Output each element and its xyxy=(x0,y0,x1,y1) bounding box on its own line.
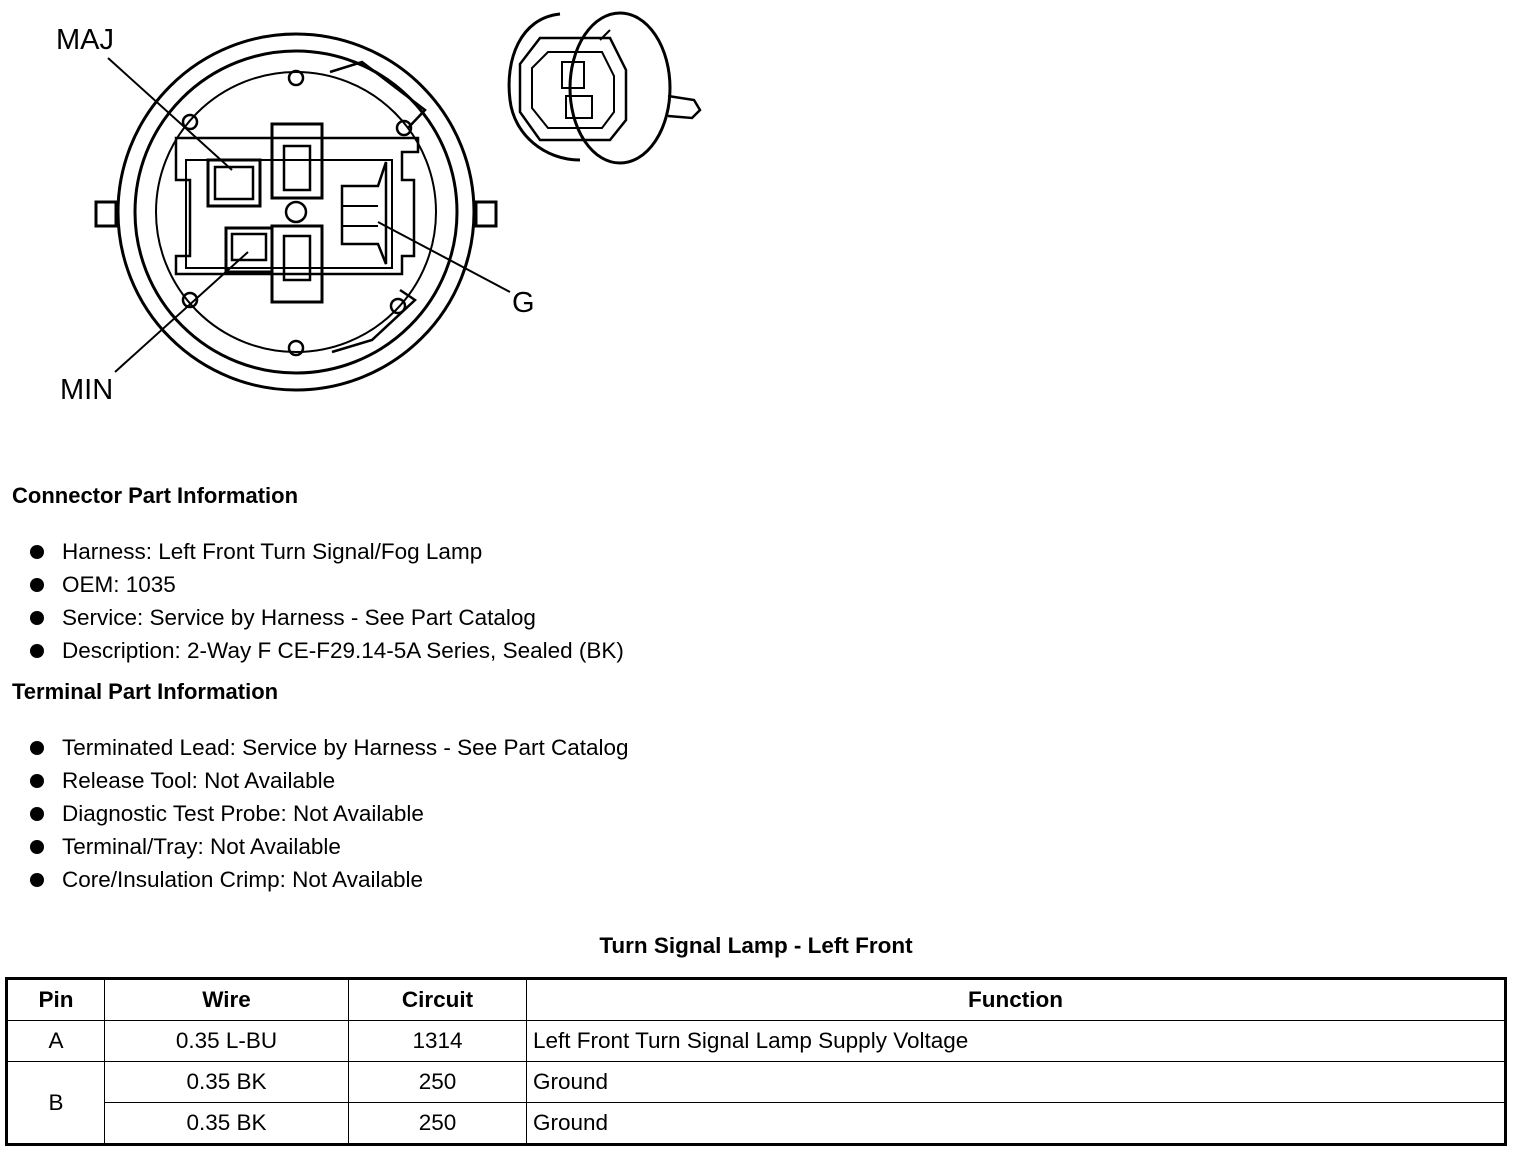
bullet-icon xyxy=(30,611,44,625)
bullet-icon xyxy=(30,807,44,821)
pin-table xyxy=(5,977,1507,1146)
terminal-info-list xyxy=(28,731,629,896)
table-header-row xyxy=(7,979,1506,1021)
cell-circuit: 250 xyxy=(349,1062,527,1103)
table-row xyxy=(7,1062,1506,1103)
list-item: Terminated Lead: Service by Harness - See Part Catalog xyxy=(28,731,629,764)
list-item: Terminal/Tray: Not Available xyxy=(28,830,629,863)
cell-function: Left Front Turn Signal Lamp Supply Voltage xyxy=(527,1021,1506,1062)
pin-table-title: Turn Signal Lamp - Left Front xyxy=(599,933,913,958)
bullet-icon xyxy=(30,840,44,854)
header-pin: Pin xyxy=(7,979,105,1021)
header-function: Function xyxy=(527,979,1506,1021)
cell-wire: 0.35 L-BU xyxy=(105,1021,349,1062)
bullet-icon xyxy=(30,873,44,887)
callout-g: G xyxy=(512,287,535,319)
list-item: Harness: Left Front Turn Signal/Fog Lamp xyxy=(28,535,624,568)
header-wire: Wire xyxy=(105,979,349,1021)
cell-function: Ground xyxy=(527,1103,1506,1145)
cell-wire: 0.35 BK xyxy=(105,1103,349,1145)
table-row xyxy=(7,1021,1506,1062)
list-item: Diagnostic Test Probe: Not Available xyxy=(28,797,629,830)
list-item: Core/Insulation Crimp: Not Available xyxy=(28,863,629,896)
list-item: OEM: 1035 xyxy=(28,568,624,601)
bullet-icon xyxy=(30,644,44,658)
cell-function: Ground xyxy=(527,1062,1506,1103)
cell-pin: B xyxy=(7,1062,105,1145)
cell-circuit: 1314 xyxy=(349,1021,527,1062)
list-item: Service: Service by Harness - See Part Catalog xyxy=(28,601,624,634)
table-row xyxy=(7,1103,1506,1145)
connector-info-title: Connector Part Information xyxy=(12,483,299,508)
cell-pin: A xyxy=(7,1021,105,1062)
terminal-info-title: Terminal Part Information xyxy=(12,679,279,704)
list-item: Description: 2-Way F CE-F29.14-5A Series, Sealed (BK) xyxy=(28,634,624,667)
connector-info-list xyxy=(28,535,624,667)
callout-min: MIN xyxy=(60,374,114,406)
cell-wire: 0.35 BK xyxy=(105,1062,349,1103)
bullet-icon xyxy=(30,774,44,788)
header-circuit: Circuit xyxy=(349,979,527,1021)
callout-maj: MAJ xyxy=(56,24,114,56)
bullet-icon xyxy=(30,578,44,592)
cell-circuit: 250 xyxy=(349,1103,527,1145)
bullet-icon xyxy=(30,545,44,559)
bullet-icon xyxy=(30,741,44,755)
list-item: Release Tool: Not Available xyxy=(28,764,629,797)
